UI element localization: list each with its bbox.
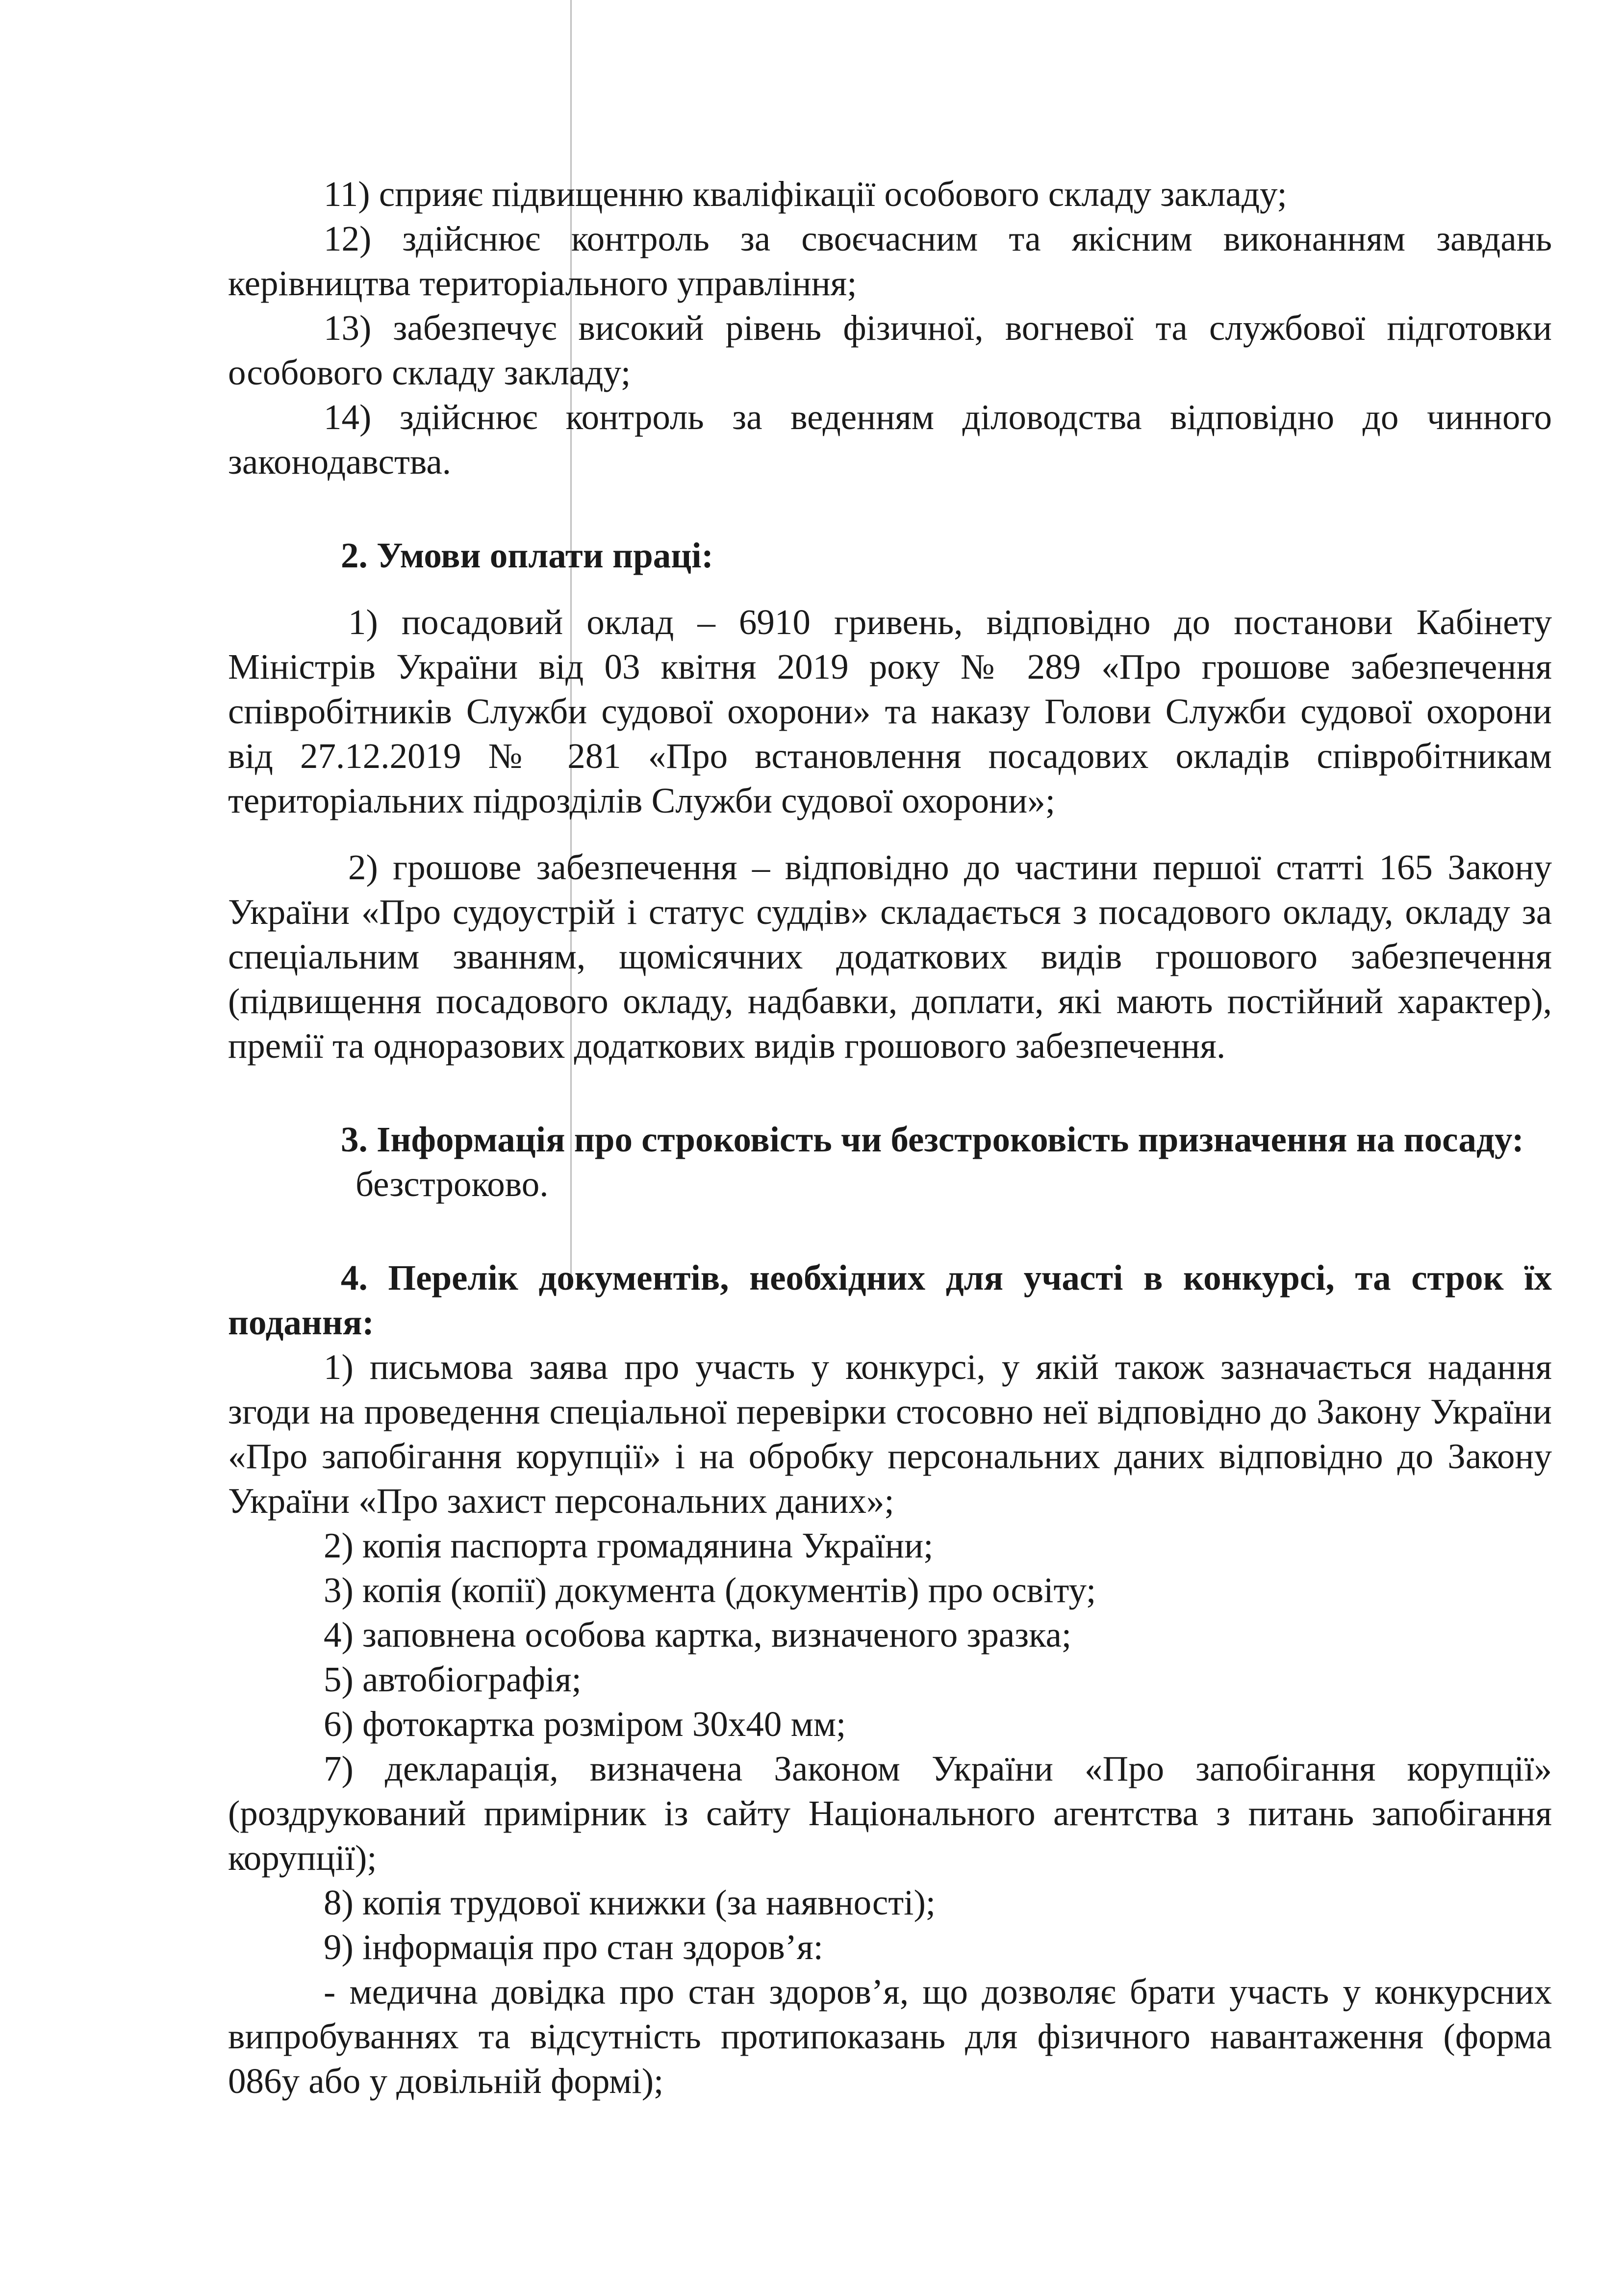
duty-item-11: 11) сприяє підвищенню кваліфікації особового складу закладу; [324,174,1287,214]
duty-item-13: 13) забезпечує високий рівень фізичної, вогневої та службової підготовки особового складу закладу; [228,308,1552,392]
spacer [228,578,1552,600]
salary-paragraph-1: 1) посадовий оклад – 6910 гривень, відповідно до постанови Кабінету Міністрів України від 03 квітня 2019 року № 289 «Про грошове забезпечення співробітників Служби судової охорони» та наказу Голови Служби судової охорони від 27.12.2019 № 281 «Про встановлення посадових окладів співробітникам територіальних підрозділів Служби судової охорони»; [228,602,1552,820]
section-4-heading: 4. Перелік документів, необхідних для участі в конкурсі, та строк їх подання: [228,1258,1552,1342]
spacer [228,1068,1552,1117]
spacer [228,1206,1552,1255]
document-item-2: 2) копія паспорта громадянина України; [324,1526,934,1565]
term-value: безстроково. [355,1164,549,1204]
document-item-8: 8) копія трудової книжки (за наявності); [324,1883,936,1922]
salary-paragraph-2: 2) грошове забезпечення – відповідно до частини першої статті 165 Закону України «Про судоустрій і статус суддів» складається з посадового окладу, окладу за спеціальним званням, щомісячних додаткових видів грошового забезпечення (підвищення посадового окладу, надбавки, доплати, які мають постійний характер), премії та одноразових додаткових видів грошового забезпечення. [228,847,1552,1066]
document-item-4: 4) заповнена особова картка, визначеного зразка; [324,1615,1072,1655]
duty-item-14: 14) здійснює контроль за веденням діловодства відповідно до чинного законодавства. [228,397,1552,482]
document-item-5: 5) автобіографія; [324,1659,582,1699]
document-item-1: 1) письмова заява про участь у конкурсі, у якій також зазначається надання згоди на проведення спеціальної перевірки стосовно неї відповідно до Закону України «Про запобігання корупції» і на обробку персональних даних відповідно до Закону України «Про захист персональних даних»; [228,1347,1552,1521]
document-item-3: 3) копія (копії) документа (документів) про освіту; [324,1570,1096,1610]
document-item-9-detail: - медична довідка про стан здоров’я, що дозволяє брати участь у конкурсних випробуваннях та відсутність протипоказань для фізичного навантаження (форма 086у або у довільній формі); [228,1972,1552,2101]
section-2-heading: 2. Умови оплати праці: [341,535,713,575]
duty-item-12: 12) здійснює контроль за своєчасним та якісним виконанням завдань керівництва територіального управління; [228,219,1552,303]
section-3-heading: 3. Інформація про строковість чи безстроковість призначення на посаду: [341,1120,1524,1159]
spacer [228,823,1552,845]
document-item-9: 9) інформація про стан здоров’я: [324,1927,823,1967]
spacer [228,484,1552,533]
document-item-6: 6) фотокартка розміром 30х40 мм; [324,1704,846,1744]
document-item-7: 7) декларація, визначена Законом України «Про запобігання корупції» (роздрукований примірник із сайту Національного агентства з питань запобігання корупції); [228,1749,1552,1878]
document-body [228,172,1552,2103]
